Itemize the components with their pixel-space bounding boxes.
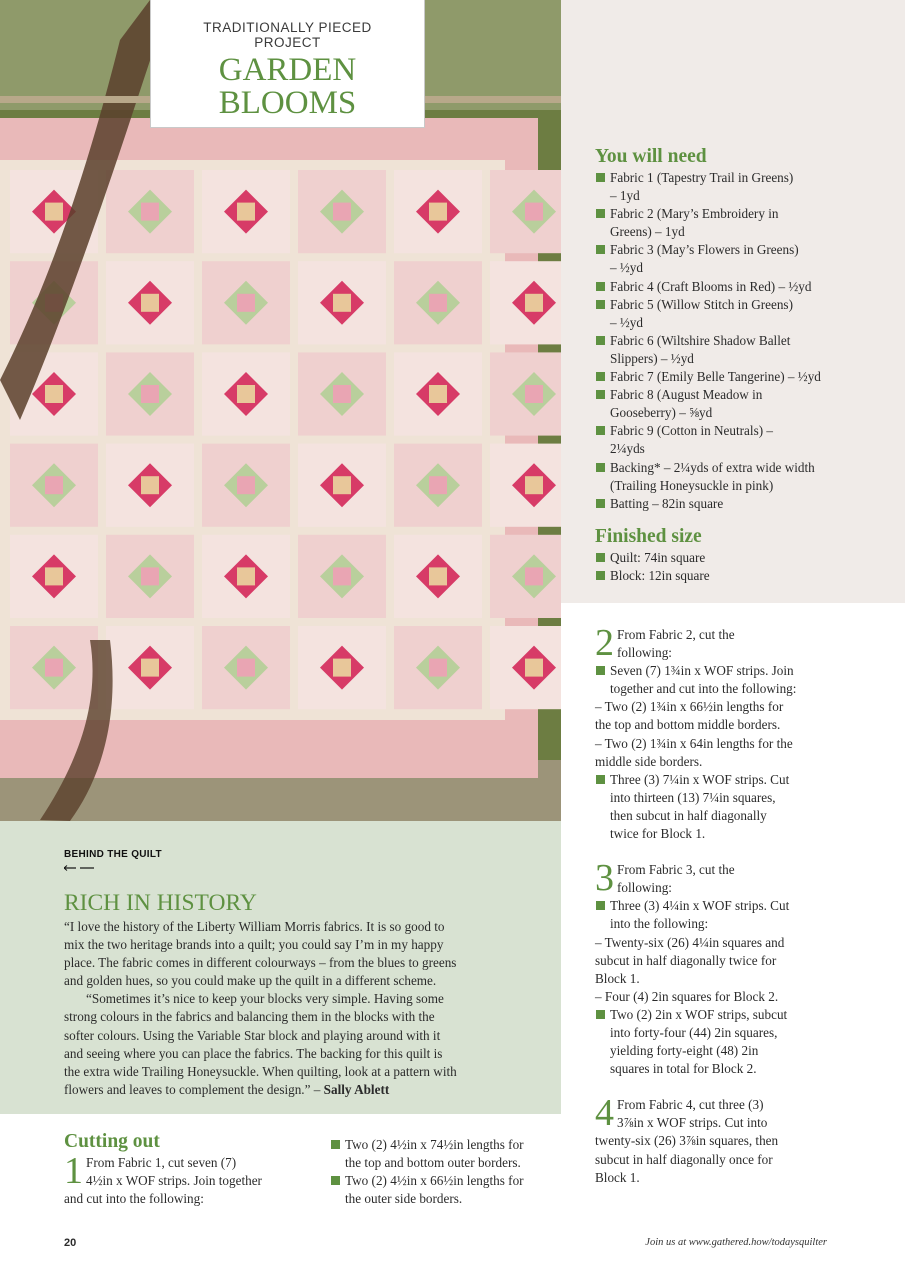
step-list bbox=[595, 662, 833, 843]
material-item bbox=[595, 495, 895, 513]
step-1-line: From Fabric 1, cut seven (7) bbox=[86, 1155, 237, 1170]
cut-line: Three (3) 7¼in x WOF strips. Cut bbox=[610, 771, 790, 787]
quilt-center bbox=[333, 203, 351, 221]
quilt-center bbox=[141, 567, 159, 585]
step-4 bbox=[595, 1092, 833, 1186]
behind-heading: RICH IN HISTORY bbox=[64, 890, 257, 916]
cut-line: the top and bottom middle borders. bbox=[595, 717, 781, 733]
quote-line: “I love the history of the Liberty William Morris fabrics. It is so good to bbox=[64, 919, 445, 934]
step-intro-line: following: bbox=[617, 880, 672, 896]
cut-line: subcut in half diagonally twice for bbox=[595, 952, 777, 968]
behind-body bbox=[64, 918, 534, 1099]
step-rest-line: twenty-six (26) 3⅞in squares, then bbox=[595, 1133, 779, 1149]
material-line: – ½yd bbox=[610, 314, 643, 330]
materials-panel bbox=[561, 0, 905, 603]
section-tag: BEHIND THE QUILT bbox=[64, 849, 162, 860]
step-1-line: and cut into the following: bbox=[64, 1191, 204, 1207]
material-line: (Trailing Honeysuckle in pink) bbox=[610, 477, 774, 493]
quilt-center bbox=[525, 203, 543, 221]
quote-line bbox=[64, 1081, 534, 1099]
material-line: Fabric 8 (August Meadow in bbox=[610, 387, 763, 403]
finished-size-heading: Finished size bbox=[595, 525, 702, 547]
quilt-center bbox=[237, 385, 255, 403]
quote-line: “Sometimes it’s nice to keep your blocks very simple. Having some bbox=[86, 991, 444, 1007]
cutting-out-heading: Cutting out bbox=[64, 1131, 160, 1152]
material-line: Fabric 9 (Cotton in Neutrals) – bbox=[610, 423, 773, 439]
step-intro-line: 3⅞in x WOF strips. Cut into bbox=[617, 1115, 768, 1131]
quilt-center bbox=[333, 294, 351, 312]
material-line: Fabric 6 (Wiltshire Shadow Ballet bbox=[610, 332, 791, 348]
material-item bbox=[595, 386, 895, 422]
material-line: 2¼yds bbox=[610, 441, 645, 457]
quote-author: Sally Ablett bbox=[323, 1081, 390, 1097]
material-line: Fabric 2 (Mary’s Embroidery in bbox=[610, 206, 779, 222]
quilt-center bbox=[45, 203, 63, 221]
material-item bbox=[595, 368, 895, 386]
material-item bbox=[595, 332, 895, 368]
quilt-center bbox=[429, 476, 447, 494]
step-1-items bbox=[330, 1136, 560, 1208]
cut-item bbox=[330, 1136, 560, 1172]
cut-line: Two (2) 4½in x 74½in lengths for bbox=[345, 1137, 524, 1152]
steps-column bbox=[595, 622, 833, 1205]
cut-line: Two (2) 4½in x 66½in lengths for bbox=[345, 1173, 524, 1189]
step-rest-line: Block 1. bbox=[595, 1169, 640, 1185]
page-number: 20 bbox=[64, 1237, 77, 1249]
cut-line: into thirteen (13) 7¼in squares, bbox=[610, 789, 776, 805]
cut-line: – Two (2) 1¾in x 64in lengths for the bbox=[595, 735, 793, 751]
quote-text: flowers and leaves to complement the design.” – bbox=[64, 1081, 324, 1097]
cut-line: into forty-four (44) 2in squares, bbox=[610, 1024, 778, 1040]
material-line: Fabric 1 (Tapestry Trail in Greens) bbox=[610, 170, 794, 185]
size-item: Block: 12in square bbox=[595, 567, 895, 585]
quilt-center bbox=[429, 385, 447, 403]
cut-line: Seven (7) 1¾in x WOF strips. Join bbox=[610, 663, 794, 679]
quilt-center bbox=[45, 567, 63, 585]
quilt-center bbox=[429, 567, 447, 585]
quilt-center bbox=[237, 476, 255, 494]
step-intro bbox=[595, 1092, 833, 1135]
step-list bbox=[595, 897, 833, 1078]
cut-subitem bbox=[595, 698, 833, 734]
material-item bbox=[595, 296, 895, 332]
quilt-center bbox=[429, 203, 447, 221]
material-item bbox=[595, 241, 895, 277]
step-rest-line: subcut in half diagonally once for bbox=[595, 1151, 773, 1167]
material-line: Fabric 3 (May’s Flowers in Greens) bbox=[610, 242, 799, 258]
quote-line: softer colours. Using the Variable Star block and playing around with it bbox=[64, 1027, 441, 1043]
paragraph-1 bbox=[64, 918, 534, 990]
step-1-list bbox=[330, 1136, 560, 1208]
kicker-line-2: PROJECT bbox=[254, 35, 321, 50]
quilt-center bbox=[141, 203, 159, 221]
arrow-dash-icon bbox=[64, 865, 96, 871]
cut-line: – Four (4) 2in squares for Block 2. bbox=[595, 988, 779, 1004]
cutting-out-section bbox=[64, 1131, 304, 1208]
quilt-center bbox=[237, 203, 255, 221]
step-intro bbox=[595, 622, 833, 664]
step-intro bbox=[595, 857, 833, 900]
cut-line: – Two (2) 1¾in x 66½in lengths for bbox=[595, 699, 784, 715]
quilt-center bbox=[525, 567, 543, 585]
step-3 bbox=[595, 857, 833, 1078]
quilt-center bbox=[333, 659, 351, 677]
cut-line: the outer side borders. bbox=[345, 1191, 463, 1207]
quilt-center bbox=[45, 385, 63, 403]
material-line: Backing* – 2¼yds of extra wide width bbox=[610, 459, 815, 475]
cut-line: squares in total for Block 2. bbox=[610, 1061, 757, 1077]
page-title bbox=[151, 54, 424, 120]
cut-line: into the following: bbox=[610, 916, 709, 932]
title-card bbox=[150, 0, 425, 128]
footer-tagline: Join us at www.gathered.how/todaysquilter bbox=[645, 1237, 827, 1248]
cut-line: – Twenty-six (26) 4¼in squares and bbox=[595, 934, 785, 950]
quilt-center bbox=[141, 294, 159, 312]
quote-line: place. The fabric comes in different colourways – from the blues to greens bbox=[64, 955, 457, 971]
quilt-center bbox=[45, 659, 63, 677]
project-kicker bbox=[151, 20, 424, 50]
material-item bbox=[595, 459, 895, 495]
quilt-center bbox=[333, 476, 351, 494]
quilt-center bbox=[525, 294, 543, 312]
material-item bbox=[595, 205, 895, 241]
material-line: Gooseberry) – ⅝yd bbox=[610, 405, 713, 421]
quilt-center bbox=[525, 659, 543, 677]
cut-item bbox=[595, 771, 833, 843]
quote-line: strong colours in the fabrics and balancing them in the blocks with the bbox=[64, 1009, 435, 1025]
cut-line: Block 1. bbox=[595, 970, 640, 986]
material-item bbox=[595, 278, 895, 296]
step-number: 3 bbox=[595, 857, 614, 900]
cut-item bbox=[330, 1172, 560, 1208]
quote-line: and golden hues, so you could make up the quilt in a different scheme. bbox=[64, 973, 437, 989]
quilt-center bbox=[141, 476, 159, 494]
cut-line: yielding forty-eight (48) 2in bbox=[610, 1043, 759, 1059]
quilt-center bbox=[237, 294, 255, 312]
behind-the-quilt-panel bbox=[0, 821, 561, 1114]
materials-list bbox=[595, 169, 895, 513]
material-line: – ½yd bbox=[610, 260, 643, 276]
quilt-center bbox=[237, 567, 255, 585]
material-line: Batting – 82in square bbox=[610, 495, 724, 511]
quote-line: the extra wide Trailing Honeysuckle. When quilting, look at a pattern with bbox=[64, 1063, 457, 1079]
material-item bbox=[595, 169, 895, 205]
quilt-center bbox=[141, 659, 159, 677]
quilt-center bbox=[333, 567, 351, 585]
step-1-line: 4½in x WOF strips. Join together bbox=[86, 1173, 262, 1189]
cut-line: then subcut in half diagonally bbox=[610, 807, 767, 823]
cut-subitem bbox=[595, 934, 833, 988]
cut-line: twice for Block 1. bbox=[610, 826, 706, 842]
material-line: Fabric 7 (Emily Belle Tangerine) – ½yd bbox=[610, 369, 821, 385]
quote-line: and seeing where you can place the fabrics. The backing for this quilt is bbox=[64, 1045, 443, 1061]
finished-size-list bbox=[595, 549, 895, 585]
cut-subitem bbox=[595, 988, 833, 1006]
cut-item bbox=[595, 662, 833, 698]
quilt-center bbox=[141, 385, 159, 403]
quilt-center bbox=[429, 294, 447, 312]
step-1 bbox=[64, 1150, 304, 1208]
step-2 bbox=[595, 622, 833, 843]
quilt-center bbox=[45, 476, 63, 494]
material-line: Greens) – 1yd bbox=[610, 224, 685, 240]
material-line: – 1yd bbox=[610, 188, 640, 204]
paragraph-2 bbox=[64, 990, 534, 1099]
step-number: 1 bbox=[64, 1150, 83, 1192]
kicker-line-1: TRADITIONALLY PIECED bbox=[203, 20, 372, 35]
cut-line: the top and bottom outer borders. bbox=[345, 1155, 521, 1171]
cut-line: middle side borders. bbox=[595, 753, 703, 769]
title-line-1: GARDEN bbox=[218, 52, 357, 88]
quilt-center bbox=[429, 659, 447, 677]
material-line: Fabric 4 (Craft Blooms in Red) – ½yd bbox=[610, 278, 812, 294]
quilt-center bbox=[237, 659, 255, 677]
quote-line: mix the two heritage brands into a quilt; you could say I’m in my happy bbox=[64, 937, 444, 953]
material-line: Fabric 5 (Willow Stitch in Greens) bbox=[610, 296, 793, 312]
material-item bbox=[595, 422, 895, 458]
you-will-need-heading: You will need bbox=[595, 146, 707, 167]
step-rest bbox=[595, 1132, 833, 1186]
step-intro-line: following: bbox=[617, 645, 672, 661]
material-line: Slippers) – ½yd bbox=[610, 350, 694, 366]
step-intro-line: From Fabric 3, cut the bbox=[617, 862, 735, 878]
step-number: 4 bbox=[595, 1092, 614, 1135]
quilt-center bbox=[333, 385, 351, 403]
title-line-2: BLOOMS bbox=[218, 85, 357, 121]
step-number: 2 bbox=[595, 622, 614, 664]
cut-subitem bbox=[595, 735, 833, 771]
cut-item bbox=[595, 897, 833, 933]
step-intro-line: From Fabric 4, cut three (3) bbox=[617, 1097, 764, 1113]
quilt-center bbox=[525, 476, 543, 494]
cut-line: Two (2) 2in x WOF strips, subcut bbox=[610, 1006, 788, 1022]
cut-line: together and cut into the following: bbox=[610, 681, 797, 697]
size-item: Quilt: 74in square bbox=[595, 549, 895, 567]
cut-line: Three (3) 4¼in x WOF strips. Cut bbox=[610, 898, 790, 914]
step-intro-line: From Fabric 2, cut the bbox=[617, 627, 735, 642]
step-1-text bbox=[64, 1150, 304, 1208]
cut-item bbox=[595, 1006, 833, 1078]
quilt-center bbox=[525, 385, 543, 403]
